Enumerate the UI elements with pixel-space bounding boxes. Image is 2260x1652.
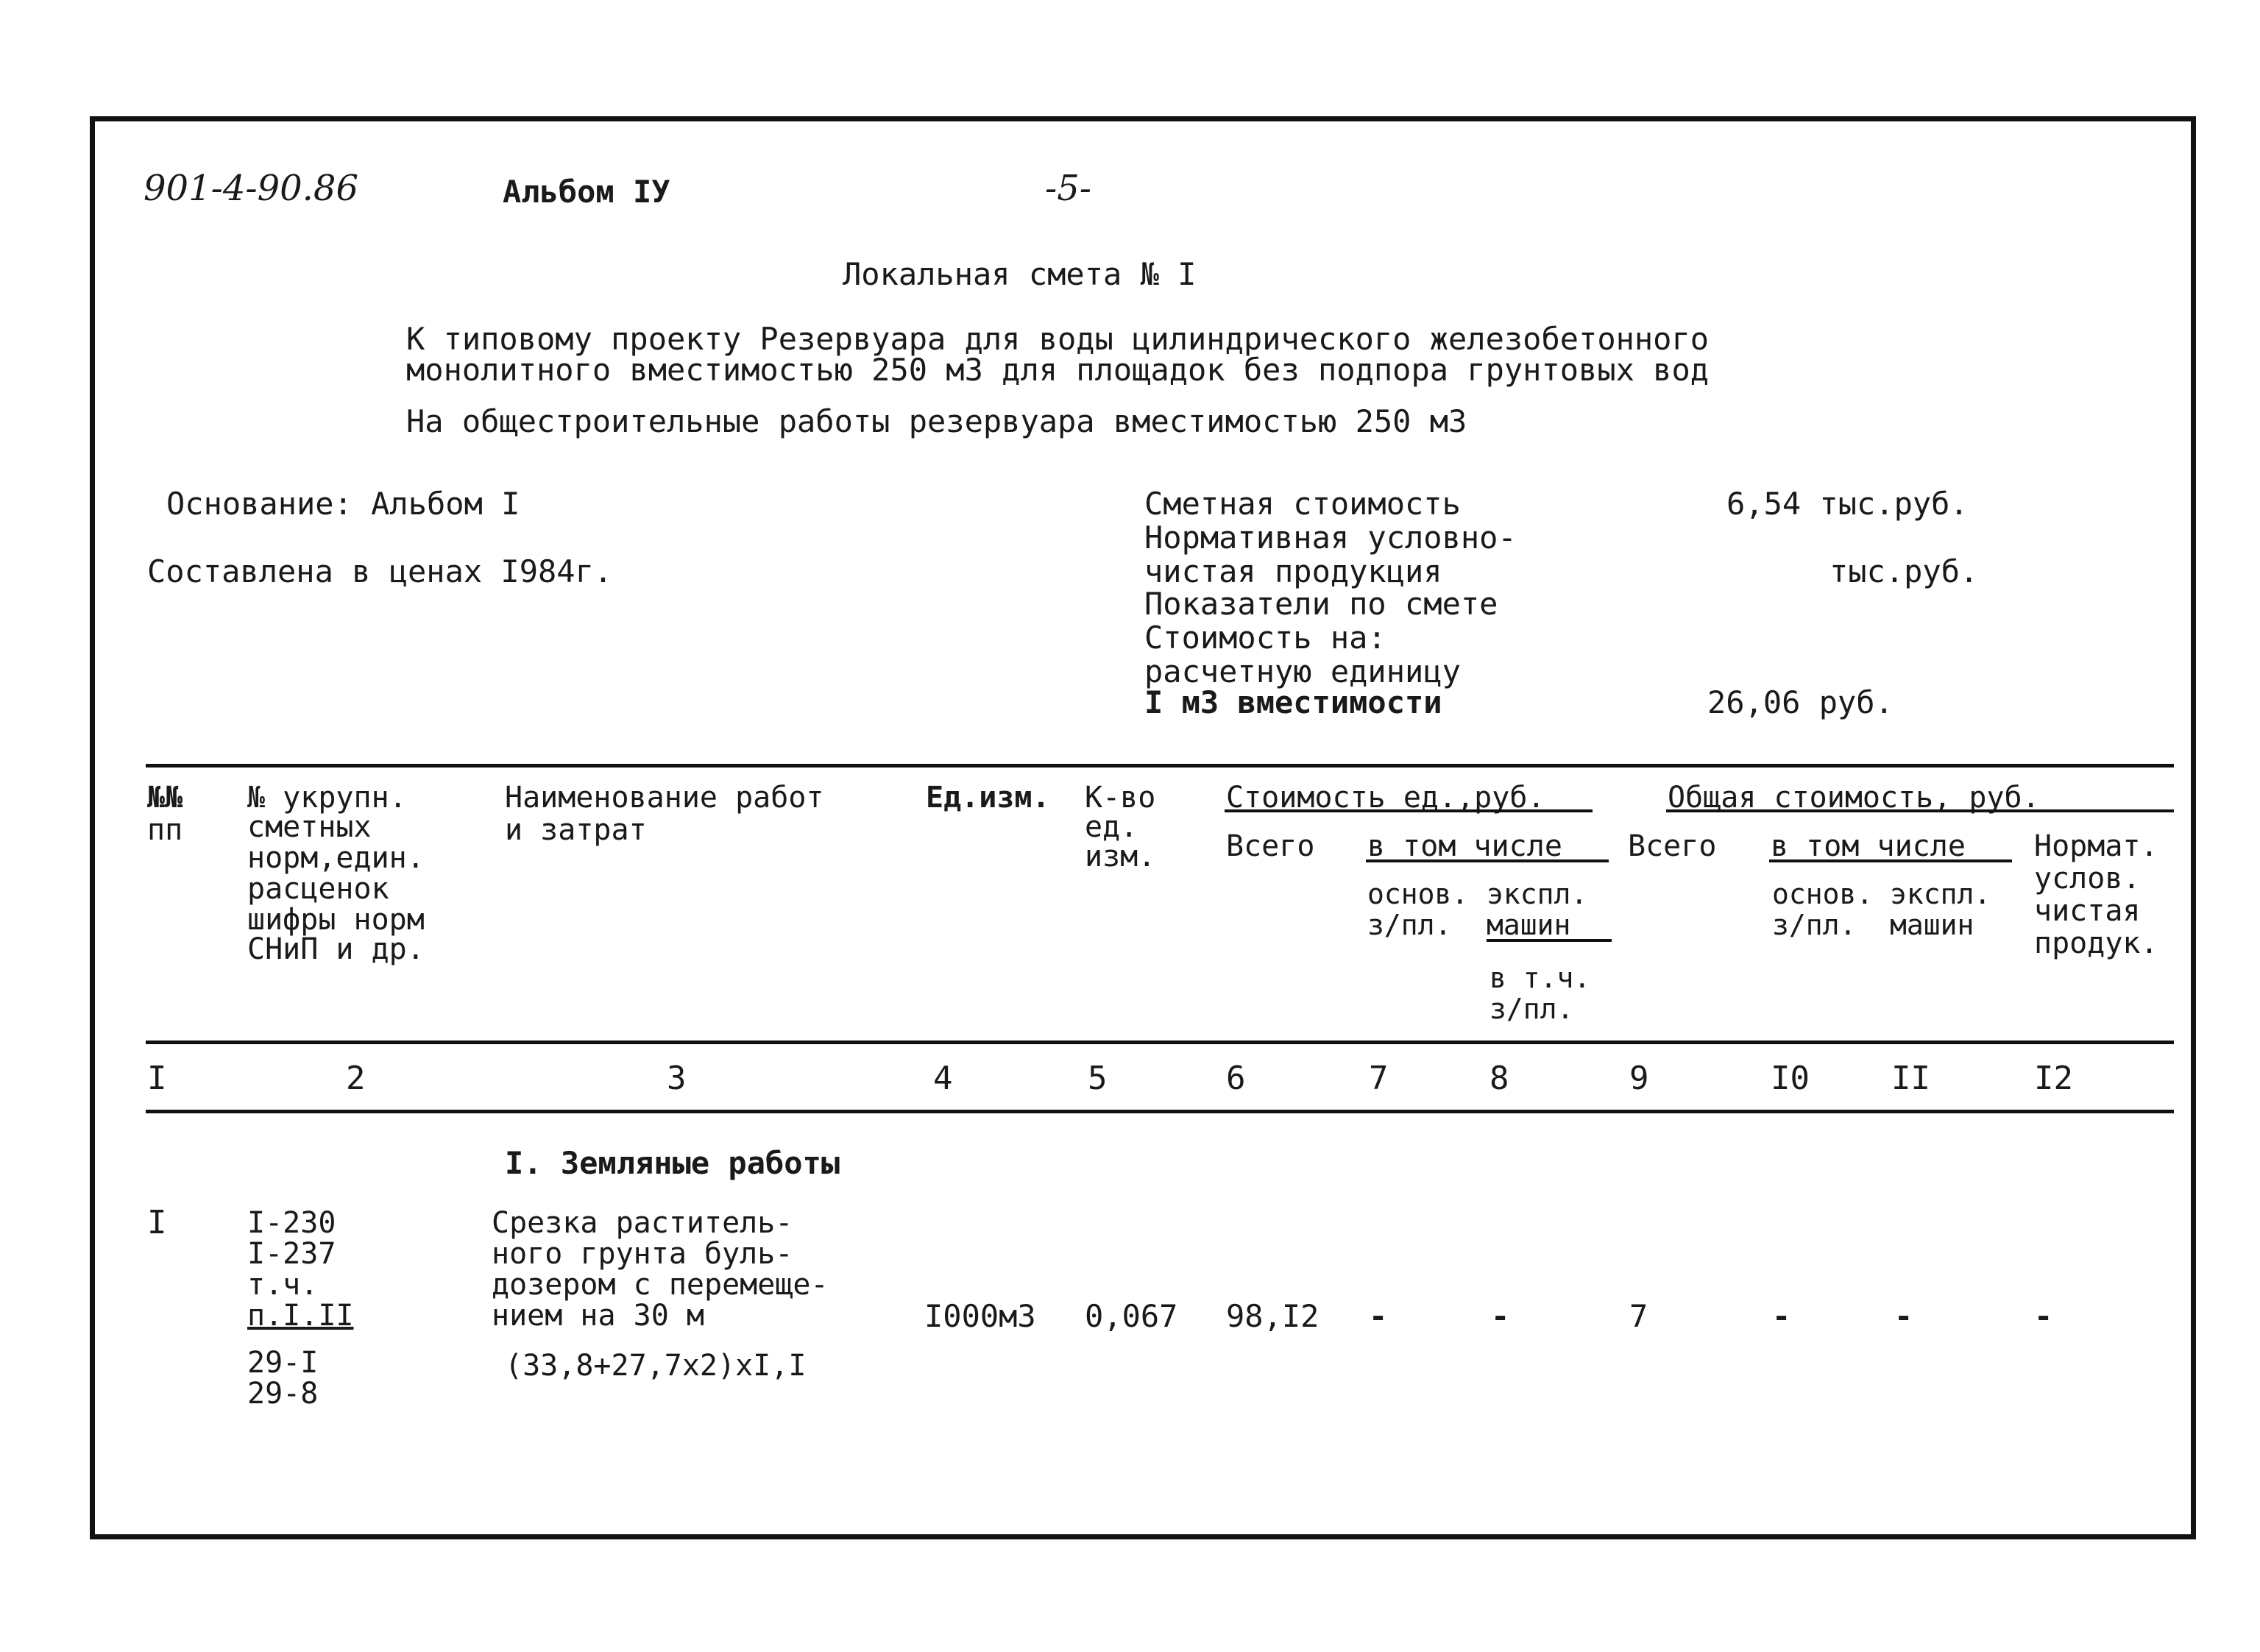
row-code-4: п.I.II — [247, 1299, 354, 1333]
row-name-4: нием на 30 м — [492, 1299, 704, 1333]
row-total-expl: - — [1894, 1298, 1913, 1334]
unit-cost-group-header: Стоимость ед.,руб. — [1226, 781, 1545, 815]
col12-header-3: чистая — [2034, 894, 2141, 928]
unit-label: расчетную единицу — [1144, 653, 1461, 689]
col2-header-5: шифры норм — [247, 903, 425, 937]
row-unit-cost-base: - — [1369, 1298, 1388, 1334]
row-formula: (33,8+27,7х2)хI,I — [505, 1349, 807, 1383]
col12-header-1: Нормат. — [2034, 829, 2158, 863]
col1-header-1: №№ — [147, 781, 183, 815]
col-number-7: 7 — [1369, 1060, 1389, 1097]
row-total-cost: 7 — [1629, 1298, 1648, 1334]
row-code-5: 29-I — [247, 1346, 319, 1380]
col8-header-4: з/пл. — [1489, 993, 1574, 1025]
col11-header-1: экспл. — [1890, 878, 1991, 910]
col6-header: Всего — [1226, 829, 1315, 863]
col2-header-6: СНиП и др. — [247, 932, 425, 966]
works-title: На общестроительные работы резервуара вместимостью 250 м3 — [406, 403, 1467, 439]
unit-cost-incl-header: в том числе — [1367, 829, 1562, 863]
section-title: I. Земляные работы — [505, 1145, 840, 1181]
col-number-2: 2 — [346, 1060, 366, 1097]
m3-value: 26,06 руб. — [1707, 684, 1894, 720]
row-norm-product: - — [2034, 1298, 2053, 1334]
indicators-label: Показатели по смете — [1144, 586, 1498, 622]
col8-header-3: в т.ч. — [1489, 962, 1591, 994]
col1-header-2: пп — [147, 813, 183, 847]
row-code-2: I-237 — [247, 1237, 336, 1271]
norm-product-value: тыс.руб. — [1829, 553, 1979, 589]
row-code-3: т.ч. — [247, 1268, 319, 1302]
col8-machine-underline — [1487, 939, 1612, 942]
estimate-title: Локальная смета № I — [843, 256, 1197, 292]
m3-label: I м3 вместимости — [1144, 684, 1442, 720]
album-label: Альбом IУ — [503, 174, 670, 210]
unit-cost-incl-underline — [1366, 859, 1609, 862]
basis-label: Основание: Альбом I — [166, 486, 520, 522]
col12-header-4: продук. — [2034, 926, 2158, 960]
col5-header-2: ед. — [1085, 810, 1138, 844]
unit-cost-underline — [1225, 809, 1593, 812]
col-number-4: 4 — [933, 1060, 953, 1097]
row-name-3: дозером с перемеще- — [492, 1268, 829, 1302]
norm-product-label-1: Нормативная условно- — [1144, 520, 1517, 556]
col10-header-2: з/пл. — [1772, 909, 1857, 941]
project-title-line-1: К типовому проекту Резервуара для воды цилиндрического железобетонного — [406, 321, 1710, 357]
col2-header-1: № укрупн. — [247, 781, 407, 815]
row-number: I — [147, 1204, 167, 1241]
prices-label: Составлена в ценах I984г. — [147, 553, 613, 589]
estimate-cost-label: Сметная стоимость — [1144, 486, 1461, 522]
estimate-cost-value: 6,54 тыс.руб. — [1726, 486, 1969, 522]
col5-header-1: К-во — [1085, 781, 1156, 815]
row-quantity: 0,067 — [1085, 1298, 1178, 1334]
col-number-11: II — [1891, 1060, 1930, 1097]
col-number-9: 9 — [1629, 1060, 1649, 1097]
numbers-bottom-rule — [146, 1110, 2174, 1113]
col11-header-2: машин — [1890, 909, 1974, 941]
row-code-1: I-230 — [247, 1206, 336, 1240]
row-unit-cost-expl: - — [1491, 1298, 1510, 1334]
col2-header-4: расценок — [247, 872, 389, 906]
col8-header-2: машин — [1487, 909, 1571, 941]
norm-product-label-2: чистая продукция — [1144, 553, 1442, 589]
total-cost-incl-header: в том числе — [1771, 829, 1966, 863]
project-title-line-2: монолитного вместимостью 250 м3 для площадок без подпора грунтовых вод — [406, 352, 1710, 388]
total-cost-underline — [1666, 809, 2174, 812]
row-unit-cost-total: 98,I2 — [1226, 1298, 1319, 1334]
col-number-3: 3 — [667, 1060, 687, 1097]
col3-header-1: Наименование работ — [505, 781, 824, 815]
col-number-6: 6 — [1226, 1060, 1246, 1097]
col7-header-1: основ. — [1367, 878, 1469, 910]
col12-header-2: услов. — [2034, 862, 2141, 896]
table-top-rule — [146, 764, 2174, 767]
col4-header: Ед.изм. — [926, 781, 1050, 815]
col7-header-2: з/пл. — [1367, 909, 1452, 941]
total-cost-incl-underline — [1769, 859, 2012, 862]
col-number-8: 8 — [1489, 1060, 1509, 1097]
col8-header-1: экспл. — [1487, 878, 1588, 910]
col3-header-2: и затрат — [505, 813, 647, 847]
col-number-10: I0 — [1771, 1060, 1810, 1097]
row-unit: I000м3 — [924, 1298, 1036, 1334]
col5-header-3: изм. — [1085, 840, 1156, 873]
col-number-5: 5 — [1088, 1060, 1108, 1097]
row-total-base: - — [1772, 1298, 1791, 1334]
col-number-1: I — [147, 1060, 167, 1097]
total-cost-group-header: Общая стоимость, руб. — [1668, 781, 2040, 815]
col2-header-3: норм,един. — [247, 841, 425, 875]
page-number: -5- — [1045, 168, 1091, 209]
col-number-12: I2 — [2034, 1060, 2073, 1097]
col9-header: Всего — [1628, 829, 1717, 863]
row-code-6: 29-8 — [247, 1377, 319, 1411]
document-code: 901-4-90.86 — [144, 168, 359, 209]
header-bottom-rule — [146, 1041, 2174, 1044]
row-name-1: Срезка раститель- — [492, 1206, 793, 1240]
col10-header-1: основ. — [1772, 878, 1874, 910]
col2-header-2: сметных — [247, 810, 372, 844]
row-name-2: ного грунта буль- — [492, 1237, 793, 1271]
cost-on-label: Стоимость на: — [1144, 620, 1386, 656]
